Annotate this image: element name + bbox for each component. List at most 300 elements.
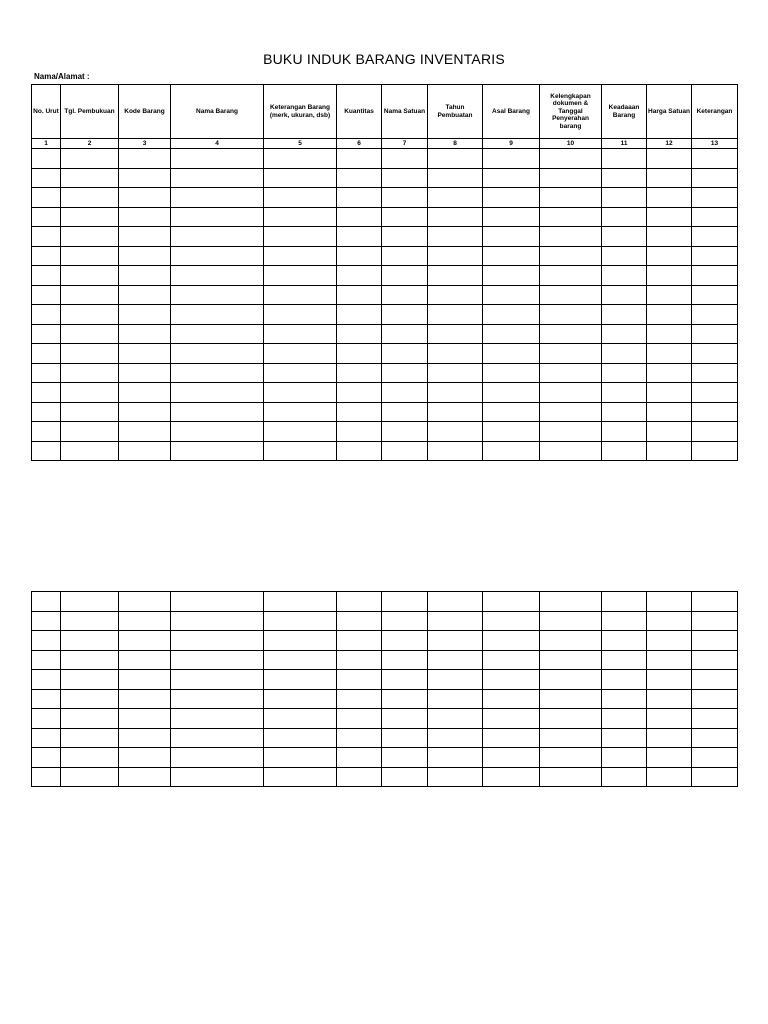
table-cell[interactable]: [382, 592, 428, 612]
table-cell[interactable]: [647, 188, 692, 208]
table-cell[interactable]: [171, 246, 264, 266]
table-cell[interactable]: [602, 227, 647, 247]
table-cell[interactable]: [602, 422, 647, 442]
table-cell[interactable]: [32, 266, 61, 286]
table-cell[interactable]: [602, 767, 647, 787]
table-cell[interactable]: [647, 709, 692, 729]
table-cell[interactable]: [602, 383, 647, 403]
table-cell[interactable]: [119, 188, 171, 208]
table-cell[interactable]: [483, 709, 540, 729]
table-cell[interactable]: [61, 709, 119, 729]
table-cell[interactable]: [428, 149, 483, 169]
table-cell[interactable]: [171, 611, 264, 631]
table-cell[interactable]: [428, 285, 483, 305]
table-cell[interactable]: [337, 748, 382, 768]
table-cell[interactable]: [61, 363, 119, 383]
table-cell[interactable]: [337, 207, 382, 227]
table-cell[interactable]: [692, 383, 738, 403]
table-cell[interactable]: [540, 402, 602, 422]
table-cell[interactable]: [264, 422, 337, 442]
table-cell[interactable]: [382, 266, 428, 286]
table-cell[interactable]: [119, 767, 171, 787]
table-cell[interactable]: [171, 207, 264, 227]
table-cell[interactable]: [692, 592, 738, 612]
table-cell[interactable]: [540, 728, 602, 748]
table-cell[interactable]: [428, 344, 483, 364]
table-cell[interactable]: [692, 631, 738, 651]
table-cell[interactable]: [602, 728, 647, 748]
table-cell[interactable]: [483, 246, 540, 266]
table-cell[interactable]: [483, 650, 540, 670]
table-cell[interactable]: [382, 188, 428, 208]
table-cell[interactable]: [602, 285, 647, 305]
table-cell[interactable]: [32, 402, 61, 422]
table-cell[interactable]: [382, 363, 428, 383]
table-cell[interactable]: [428, 748, 483, 768]
table-cell[interactable]: [32, 670, 61, 690]
table-cell[interactable]: [264, 383, 337, 403]
table-cell[interactable]: [540, 670, 602, 690]
table-cell[interactable]: [264, 402, 337, 422]
table-cell[interactable]: [337, 611, 382, 631]
table-cell[interactable]: [647, 227, 692, 247]
table-cell[interactable]: [483, 728, 540, 748]
table-cell[interactable]: [61, 344, 119, 364]
table-cell[interactable]: [483, 227, 540, 247]
table-cell[interactable]: [647, 266, 692, 286]
table-cell[interactable]: [32, 324, 61, 344]
table-cell[interactable]: [337, 383, 382, 403]
table-cell[interactable]: [382, 631, 428, 651]
table-cell[interactable]: [428, 709, 483, 729]
table-cell[interactable]: [692, 402, 738, 422]
table-cell[interactable]: [337, 246, 382, 266]
table-cell[interactable]: [171, 441, 264, 461]
table-cell[interactable]: [61, 207, 119, 227]
table-cell[interactable]: [692, 728, 738, 748]
table-cell[interactable]: [540, 650, 602, 670]
table-cell[interactable]: [540, 422, 602, 442]
table-cell[interactable]: [483, 689, 540, 709]
table-cell[interactable]: [264, 305, 337, 325]
table-cell[interactable]: [119, 748, 171, 768]
table-cell[interactable]: [483, 188, 540, 208]
table-cell[interactable]: [692, 767, 738, 787]
table-cell[interactable]: [647, 344, 692, 364]
table-cell[interactable]: [540, 441, 602, 461]
table-cell[interactable]: [540, 363, 602, 383]
table-cell[interactable]: [61, 402, 119, 422]
table-cell[interactable]: [692, 305, 738, 325]
table-cell[interactable]: [119, 149, 171, 169]
table-cell[interactable]: [382, 728, 428, 748]
table-cell[interactable]: [602, 689, 647, 709]
table-cell[interactable]: [602, 207, 647, 227]
table-cell[interactable]: [483, 266, 540, 286]
table-cell[interactable]: [540, 611, 602, 631]
table-cell[interactable]: [602, 748, 647, 768]
table-cell[interactable]: [692, 149, 738, 169]
table-cell[interactable]: [119, 611, 171, 631]
table-cell[interactable]: [428, 631, 483, 651]
table-cell[interactable]: [119, 285, 171, 305]
table-cell[interactable]: [32, 188, 61, 208]
table-cell[interactable]: [692, 670, 738, 690]
table-cell[interactable]: [61, 441, 119, 461]
table-cell[interactable]: [647, 631, 692, 651]
table-cell[interactable]: [428, 305, 483, 325]
table-cell[interactable]: [692, 748, 738, 768]
table-cell[interactable]: [61, 285, 119, 305]
table-cell[interactable]: [171, 767, 264, 787]
table-cell[interactable]: [647, 383, 692, 403]
table-cell[interactable]: [540, 592, 602, 612]
table-cell[interactable]: [61, 650, 119, 670]
table-cell[interactable]: [428, 650, 483, 670]
table-cell[interactable]: [428, 363, 483, 383]
table-cell[interactable]: [428, 670, 483, 690]
table-cell[interactable]: [382, 650, 428, 670]
table-cell[interactable]: [171, 363, 264, 383]
table-cell[interactable]: [264, 285, 337, 305]
table-cell[interactable]: [264, 670, 337, 690]
table-cell[interactable]: [264, 592, 337, 612]
table-cell[interactable]: [382, 689, 428, 709]
table-cell[interactable]: [428, 728, 483, 748]
table-cell[interactable]: [382, 168, 428, 188]
table-cell[interactable]: [483, 383, 540, 403]
table-cell[interactable]: [540, 227, 602, 247]
table-cell[interactable]: [428, 689, 483, 709]
table-cell[interactable]: [32, 767, 61, 787]
table-cell[interactable]: [119, 383, 171, 403]
table-cell[interactable]: [264, 709, 337, 729]
table-cell[interactable]: [692, 441, 738, 461]
table-cell[interactable]: [337, 670, 382, 690]
table-cell[interactable]: [483, 285, 540, 305]
table-cell[interactable]: [602, 363, 647, 383]
table-cell[interactable]: [337, 168, 382, 188]
table-cell[interactable]: [602, 246, 647, 266]
table-cell[interactable]: [483, 207, 540, 227]
table-cell[interactable]: [119, 324, 171, 344]
table-cell[interactable]: [692, 285, 738, 305]
table-cell[interactable]: [647, 748, 692, 768]
table-cell[interactable]: [483, 149, 540, 169]
table-cell[interactable]: [602, 324, 647, 344]
table-cell[interactable]: [428, 168, 483, 188]
table-cell[interactable]: [483, 748, 540, 768]
table-cell[interactable]: [483, 631, 540, 651]
table-cell[interactable]: [540, 383, 602, 403]
table-cell[interactable]: [337, 650, 382, 670]
table-cell[interactable]: [382, 207, 428, 227]
table-cell[interactable]: [171, 285, 264, 305]
table-cell[interactable]: [119, 728, 171, 748]
table-cell[interactable]: [382, 422, 428, 442]
table-cell[interactable]: [32, 592, 61, 612]
table-cell[interactable]: [428, 592, 483, 612]
table-cell[interactable]: [692, 246, 738, 266]
table-cell[interactable]: [602, 188, 647, 208]
table-cell[interactable]: [32, 363, 61, 383]
table-cell[interactable]: [264, 728, 337, 748]
table-cell[interactable]: [428, 227, 483, 247]
table-cell[interactable]: [382, 709, 428, 729]
table-cell[interactable]: [337, 728, 382, 748]
table-cell[interactable]: [264, 748, 337, 768]
table-cell[interactable]: [540, 168, 602, 188]
table-cell[interactable]: [428, 246, 483, 266]
table-cell[interactable]: [602, 611, 647, 631]
table-cell[interactable]: [171, 383, 264, 403]
table-cell[interactable]: [382, 285, 428, 305]
table-cell[interactable]: [171, 709, 264, 729]
table-cell[interactable]: [337, 689, 382, 709]
table-cell[interactable]: [692, 266, 738, 286]
table-cell[interactable]: [337, 266, 382, 286]
table-cell[interactable]: [382, 611, 428, 631]
table-cell[interactable]: [337, 344, 382, 364]
table-cell[interactable]: [382, 670, 428, 690]
table-cell[interactable]: [692, 689, 738, 709]
table-cell[interactable]: [483, 670, 540, 690]
table-cell[interactable]: [171, 402, 264, 422]
table-cell[interactable]: [602, 305, 647, 325]
table-cell[interactable]: [171, 344, 264, 364]
table-cell[interactable]: [692, 650, 738, 670]
table-cell[interactable]: [171, 305, 264, 325]
table-cell[interactable]: [337, 402, 382, 422]
table-cell[interactable]: [171, 650, 264, 670]
table-cell[interactable]: [119, 207, 171, 227]
table-cell[interactable]: [171, 266, 264, 286]
table-cell[interactable]: [119, 689, 171, 709]
table-cell[interactable]: [264, 188, 337, 208]
table-cell[interactable]: [337, 149, 382, 169]
table-cell[interactable]: [692, 344, 738, 364]
table-cell[interactable]: [337, 188, 382, 208]
table-cell[interactable]: [540, 188, 602, 208]
table-cell[interactable]: [32, 227, 61, 247]
table-cell[interactable]: [32, 689, 61, 709]
table-cell[interactable]: [171, 188, 264, 208]
table-cell[interactable]: [602, 592, 647, 612]
table-cell[interactable]: [32, 246, 61, 266]
table-cell[interactable]: [32, 168, 61, 188]
table-cell[interactable]: [647, 305, 692, 325]
table-cell[interactable]: [61, 422, 119, 442]
table-cell[interactable]: [337, 631, 382, 651]
table-cell[interactable]: [32, 305, 61, 325]
table-cell[interactable]: [692, 363, 738, 383]
table-cell[interactable]: [264, 207, 337, 227]
table-cell[interactable]: [119, 670, 171, 690]
table-cell[interactable]: [647, 592, 692, 612]
table-cell[interactable]: [119, 650, 171, 670]
table-cell[interactable]: [602, 709, 647, 729]
table-cell[interactable]: [119, 344, 171, 364]
table-cell[interactable]: [61, 611, 119, 631]
table-cell[interactable]: [647, 363, 692, 383]
table-cell[interactable]: [61, 383, 119, 403]
table-cell[interactable]: [264, 324, 337, 344]
table-cell[interactable]: [647, 767, 692, 787]
table-cell[interactable]: [540, 631, 602, 651]
table-cell[interactable]: [647, 207, 692, 227]
table-cell[interactable]: [61, 266, 119, 286]
table-cell[interactable]: [647, 611, 692, 631]
table-cell[interactable]: [540, 149, 602, 169]
table-cell[interactable]: [428, 266, 483, 286]
table-cell[interactable]: [428, 422, 483, 442]
table-cell[interactable]: [264, 227, 337, 247]
table-cell[interactable]: [171, 227, 264, 247]
table-cell[interactable]: [337, 285, 382, 305]
table-cell[interactable]: [540, 748, 602, 768]
table-cell[interactable]: [171, 168, 264, 188]
table-cell[interactable]: [119, 266, 171, 286]
table-cell[interactable]: [264, 266, 337, 286]
table-cell[interactable]: [483, 611, 540, 631]
table-cell[interactable]: [337, 305, 382, 325]
table-cell[interactable]: [61, 689, 119, 709]
table-cell[interactable]: [32, 650, 61, 670]
table-cell[interactable]: [119, 441, 171, 461]
table-cell[interactable]: [32, 149, 61, 169]
table-cell[interactable]: [647, 285, 692, 305]
table-cell[interactable]: [61, 631, 119, 651]
table-cell[interactable]: [483, 422, 540, 442]
table-cell[interactable]: [61, 728, 119, 748]
table-cell[interactable]: [61, 168, 119, 188]
table-cell[interactable]: [428, 611, 483, 631]
table-cell[interactable]: [647, 728, 692, 748]
table-cell[interactable]: [382, 324, 428, 344]
table-cell[interactable]: [32, 728, 61, 748]
table-cell[interactable]: [337, 709, 382, 729]
table-cell[interactable]: [483, 767, 540, 787]
table-cell[interactable]: [602, 650, 647, 670]
table-cell[interactable]: [119, 631, 171, 651]
table-cell[interactable]: [483, 402, 540, 422]
table-cell[interactable]: [32, 207, 61, 227]
table-cell[interactable]: [264, 689, 337, 709]
table-cell[interactable]: [171, 149, 264, 169]
table-cell[interactable]: [647, 441, 692, 461]
table-cell[interactable]: [32, 611, 61, 631]
table-cell[interactable]: [540, 324, 602, 344]
table-cell[interactable]: [264, 246, 337, 266]
table-cell[interactable]: [428, 188, 483, 208]
table-cell[interactable]: [540, 246, 602, 266]
table-cell[interactable]: [540, 689, 602, 709]
table-cell[interactable]: [61, 227, 119, 247]
table-cell[interactable]: [119, 422, 171, 442]
table-cell[interactable]: [483, 592, 540, 612]
table-cell[interactable]: [61, 149, 119, 169]
table-cell[interactable]: [119, 402, 171, 422]
table-cell[interactable]: [382, 748, 428, 768]
table-cell[interactable]: [171, 422, 264, 442]
table-cell[interactable]: [337, 592, 382, 612]
table-cell[interactable]: [428, 441, 483, 461]
table-cell[interactable]: [602, 344, 647, 364]
table-cell[interactable]: [337, 441, 382, 461]
table-cell[interactable]: [692, 207, 738, 227]
table-cell[interactable]: [171, 670, 264, 690]
table-cell[interactable]: [264, 650, 337, 670]
table-cell[interactable]: [337, 422, 382, 442]
table-cell[interactable]: [61, 305, 119, 325]
table-cell[interactable]: [32, 441, 61, 461]
table-cell[interactable]: [483, 363, 540, 383]
table-cell[interactable]: [647, 402, 692, 422]
table-cell[interactable]: [119, 246, 171, 266]
table-cell[interactable]: [171, 592, 264, 612]
table-cell[interactable]: [337, 227, 382, 247]
table-cell[interactable]: [171, 689, 264, 709]
table-cell[interactable]: [428, 383, 483, 403]
table-cell[interactable]: [540, 285, 602, 305]
table-cell[interactable]: [540, 305, 602, 325]
table-cell[interactable]: [171, 728, 264, 748]
table-cell[interactable]: [647, 650, 692, 670]
table-cell[interactable]: [602, 441, 647, 461]
table-cell[interactable]: [264, 149, 337, 169]
table-cell[interactable]: [382, 344, 428, 364]
table-cell[interactable]: [647, 689, 692, 709]
table-cell[interactable]: [602, 266, 647, 286]
table-cell[interactable]: [119, 227, 171, 247]
table-cell[interactable]: [264, 441, 337, 461]
table-cell[interactable]: [428, 767, 483, 787]
table-cell[interactable]: [264, 344, 337, 364]
table-cell[interactable]: [61, 324, 119, 344]
table-cell[interactable]: [382, 383, 428, 403]
table-cell[interactable]: [483, 324, 540, 344]
table-cell[interactable]: [692, 227, 738, 247]
table-cell[interactable]: [692, 709, 738, 729]
table-cell[interactable]: [540, 767, 602, 787]
table-cell[interactable]: [540, 709, 602, 729]
table-cell[interactable]: [61, 748, 119, 768]
table-cell[interactable]: [264, 611, 337, 631]
table-cell[interactable]: [32, 344, 61, 364]
table-cell[interactable]: [119, 305, 171, 325]
table-cell[interactable]: [264, 363, 337, 383]
table-cell[interactable]: [337, 767, 382, 787]
table-cell[interactable]: [119, 592, 171, 612]
table-cell[interactable]: [264, 168, 337, 188]
table-cell[interactable]: [382, 441, 428, 461]
table-cell[interactable]: [483, 168, 540, 188]
table-cell[interactable]: [61, 670, 119, 690]
table-cell[interactable]: [337, 363, 382, 383]
table-cell[interactable]: [647, 670, 692, 690]
table-cell[interactable]: [382, 402, 428, 422]
table-cell[interactable]: [382, 305, 428, 325]
table-cell[interactable]: [647, 246, 692, 266]
table-cell[interactable]: [647, 324, 692, 344]
table-cell[interactable]: [602, 168, 647, 188]
table-cell[interactable]: [61, 767, 119, 787]
table-cell[interactable]: [32, 709, 61, 729]
table-cell[interactable]: [692, 324, 738, 344]
table-cell[interactable]: [692, 611, 738, 631]
table-cell[interactable]: [428, 402, 483, 422]
table-cell[interactable]: [483, 441, 540, 461]
